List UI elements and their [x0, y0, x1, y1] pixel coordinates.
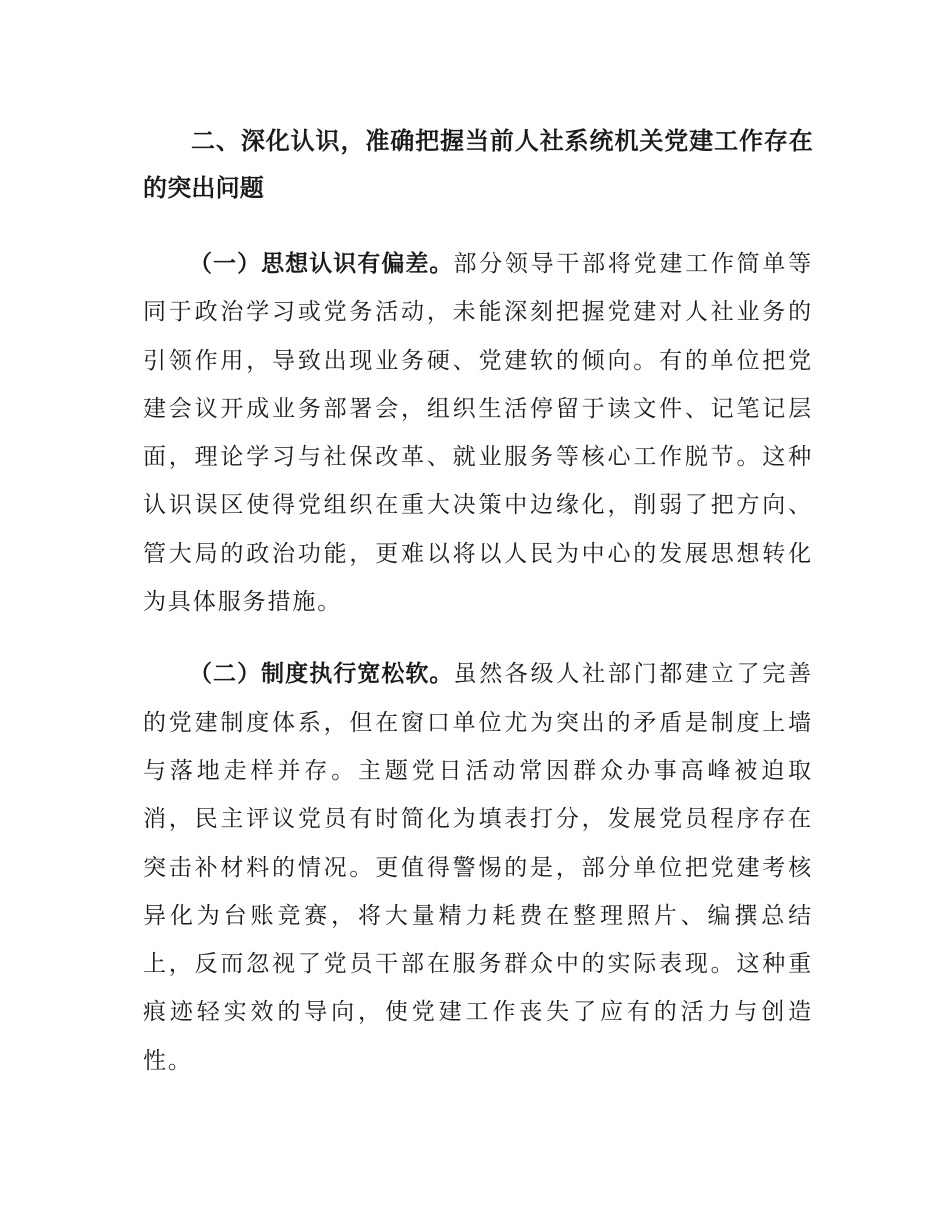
paragraph-body: 部分领导干部将党建工作简单等同于政治学习或党务活动，未能深刻把握党建对人社业务的引领作用，导致出现业务硬、党建软的倾向。有的单位把党建会议开成业务部署会，组织生活停留于读文件、记笔记层面，理论学习与社保改革、就业服务等核心工作脱节。这种认识误区使得党组织在重大决策中边缘化，削弱了把方向、管大局的政治功能，更难以将以人民为中心的发展思想转化为具体服务措施。 [143, 251, 813, 616]
paragraph-body: 虽然各级人社部门都建立了完善的党建制度体系，但在窗口单位尤为突出的矛盾是制度上墙与落地走样并存。主题党日活动常因群众办事高峰被迫取消，民主评议党员有时简化为填表打分，发展党员程序存在突击补材料的情况。更值得警惕的是，部分单位把党建考核异化为台账竞赛，将大量精力耗费在整理照片、编撰总结上，反而忽视了党员干部在服务群众中的实际表现。这种重痕迹轻实效的导向，使党建工作丧失了应有的活力与创造性。 [143, 661, 813, 1074]
paragraph-lead: （一）思想认识有偏差。 [189, 251, 454, 277]
section-heading: 二、深化认识，准确把握当前人社系统机关党建工作存在的突出问题 [143, 127, 813, 202]
paragraph-lead: （二）制度执行宽松软。 [189, 661, 454, 688]
paragraph-system-execution [143, 650, 813, 1085]
document-page [143, 118, 813, 1085]
paragraph-ideological-awareness [143, 240, 813, 626]
